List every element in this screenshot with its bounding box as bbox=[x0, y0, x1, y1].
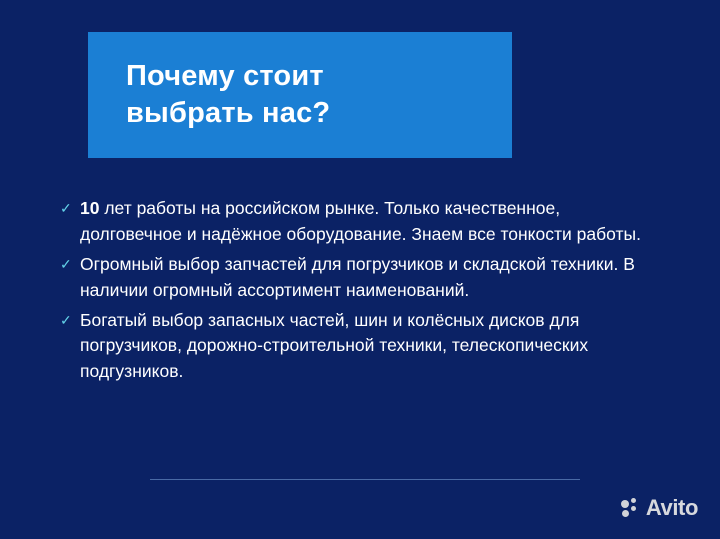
list-item bbox=[60, 308, 680, 386]
list-item-body: Богатый выбор запасных частей, шин и колёсных дисков для погрузчиков, дорожно-строительной техники, телескопических подгузников. bbox=[80, 309, 589, 382]
list-item-body: лет работы на российском рынке. Только качественное, долговечное и надёжное оборудование. Знаем все тонкости работы. bbox=[80, 198, 641, 244]
bullet-list bbox=[60, 196, 680, 389]
check-icon: ✓ bbox=[60, 311, 72, 328]
divider bbox=[150, 479, 580, 480]
watermark bbox=[621, 495, 698, 521]
check-icon: ✓ bbox=[60, 200, 72, 216]
check-icon: ✓ bbox=[60, 255, 72, 272]
list-item bbox=[60, 252, 680, 304]
list-item-text bbox=[80, 196, 660, 248]
list-item-text bbox=[80, 308, 660, 386]
title-box bbox=[88, 32, 512, 158]
watermark-label: Avito bbox=[645, 495, 698, 520]
page-title-line-1: Почему стоит bbox=[126, 59, 324, 92]
avito-logo-icon bbox=[621, 498, 641, 518]
list-item-text bbox=[80, 252, 660, 304]
list-item-lead: 10 bbox=[80, 198, 100, 218]
page-title-line-2: выбрать нас? bbox=[126, 97, 331, 129]
list-item-body: Огромный выбор запчастей для погрузчиков и складской техники. В наличии огромный ассортимент наименований. bbox=[80, 253, 635, 300]
list-item bbox=[60, 196, 680, 248]
